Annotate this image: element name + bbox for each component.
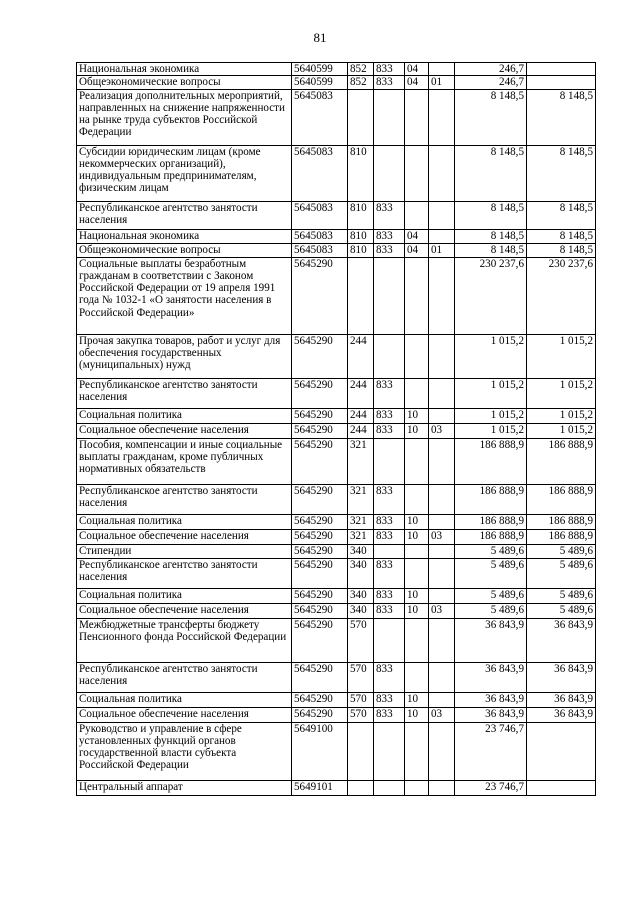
cell-amount: 1 015,2 — [455, 423, 527, 438]
cell-section — [405, 257, 429, 334]
cell-amount: 36 843,9 — [455, 692, 527, 707]
cell-name: Республиканское агентство занятости населения — [77, 558, 292, 588]
cell-subsection — [429, 201, 455, 229]
cell-subsection: 03 — [429, 707, 455, 722]
cell-department — [374, 257, 405, 334]
cell-subsection — [429, 229, 455, 243]
cell-section — [405, 145, 429, 201]
cell-expense-type: 852 — [348, 63, 374, 76]
cell-target-code: 5645290 — [292, 618, 348, 662]
cell-target-code: 5645290 — [292, 544, 348, 558]
cell-section: 10 — [405, 408, 429, 423]
budget-table — [76, 62, 596, 796]
cell-section: 04 — [405, 63, 429, 76]
cell-name: Субсидии юридическим лицам (кроме некоммерческих организаций), индивидуальным предпринимателям, физическим лицам — [77, 145, 292, 201]
cell-name: Стипендии — [77, 544, 292, 558]
cell-target-code: 5645290 — [292, 707, 348, 722]
cell-section — [405, 662, 429, 692]
cell-target-code: 5645290 — [292, 558, 348, 588]
cell-amount: 186 888,9 — [455, 529, 527, 544]
cell-expense-type: 340 — [348, 544, 374, 558]
cell-amount-subvention: 8 148,5 — [527, 145, 596, 201]
cell-name: Социальная политика — [77, 588, 292, 603]
cell-target-code: 5645290 — [292, 334, 348, 378]
cell-amount: 186 888,9 — [455, 514, 527, 529]
cell-section — [405, 334, 429, 378]
cell-expense-type — [348, 257, 374, 334]
table-row — [77, 514, 596, 529]
cell-amount-subvention: 8 148,5 — [527, 201, 596, 229]
cell-name: Социальная политика — [77, 408, 292, 423]
cell-target-code: 5645083 — [292, 89, 348, 145]
cell-subsection — [429, 408, 455, 423]
cell-expense-type: 810 — [348, 145, 374, 201]
cell-section — [405, 558, 429, 588]
cell-department: 833 — [374, 408, 405, 423]
cell-department: 833 — [374, 692, 405, 707]
cell-amount-subvention: 36 843,9 — [527, 707, 596, 722]
cell-target-code: 5645290 — [292, 408, 348, 423]
cell-department: 833 — [374, 201, 405, 229]
cell-amount: 36 843,9 — [455, 707, 527, 722]
cell-department — [374, 438, 405, 484]
cell-target-code: 5645290 — [292, 257, 348, 334]
cell-section: 10 — [405, 514, 429, 529]
cell-department: 833 — [374, 558, 405, 588]
cell-name: Общеэкономические вопросы — [77, 76, 292, 89]
cell-amount: 23 746,7 — [455, 722, 527, 780]
cell-expense-type: 570 — [348, 618, 374, 662]
table-row — [77, 229, 596, 243]
cell-department — [374, 618, 405, 662]
cell-expense-type: 340 — [348, 588, 374, 603]
cell-department: 833 — [374, 484, 405, 514]
cell-target-code: 5645290 — [292, 692, 348, 707]
cell-section — [405, 438, 429, 484]
cell-department: 833 — [374, 378, 405, 408]
table-row — [77, 707, 596, 722]
table-row — [77, 145, 596, 201]
cell-expense-type: 852 — [348, 76, 374, 89]
cell-name: Социальное обеспечение населения — [77, 529, 292, 544]
table-row — [77, 378, 596, 408]
cell-target-code: 5645290 — [292, 514, 348, 529]
cell-section — [405, 201, 429, 229]
cell-amount: 5 489,6 — [455, 588, 527, 603]
cell-amount-subvention: 230 237,6 — [527, 257, 596, 334]
table-row — [77, 558, 596, 588]
cell-subsection: 03 — [429, 423, 455, 438]
table-row — [77, 423, 596, 438]
cell-target-code: 5645290 — [292, 423, 348, 438]
cell-target-code: 5649101 — [292, 780, 348, 795]
cell-subsection — [429, 484, 455, 514]
cell-amount: 1 015,2 — [455, 408, 527, 423]
cell-subsection — [429, 63, 455, 76]
table-row — [77, 588, 596, 603]
table-row — [77, 722, 596, 780]
cell-expense-type: 244 — [348, 378, 374, 408]
cell-expense-type — [348, 89, 374, 145]
cell-amount: 1 015,2 — [455, 378, 527, 408]
cell-name: Социальное обеспечение населения — [77, 603, 292, 618]
cell-name: Республиканское агентство занятости населения — [77, 662, 292, 692]
cell-section: 10 — [405, 707, 429, 722]
cell-department: 833 — [374, 603, 405, 618]
cell-department — [374, 145, 405, 201]
cell-amount-subvention: 36 843,9 — [527, 692, 596, 707]
cell-target-code: 5645290 — [292, 662, 348, 692]
cell-name: Межбюджетные трансферты бюджету Пенсионного фонда Российской Федерации — [77, 618, 292, 662]
cell-amount-subvention: 1 015,2 — [527, 378, 596, 408]
cell-subsection — [429, 145, 455, 201]
cell-amount-subvention: 186 888,9 — [527, 514, 596, 529]
cell-subsection — [429, 722, 455, 780]
cell-amount-subvention: 5 489,6 — [527, 558, 596, 588]
cell-amount: 5 489,6 — [455, 558, 527, 588]
table-row — [77, 89, 596, 145]
cell-amount-subvention — [527, 722, 596, 780]
cell-name: Республиканское агентство занятости населения — [77, 378, 292, 408]
table-row — [77, 780, 596, 795]
table-row — [77, 334, 596, 378]
cell-target-code: 5645083 — [292, 229, 348, 243]
cell-expense-type: 244 — [348, 408, 374, 423]
cell-subsection — [429, 780, 455, 795]
cell-section — [405, 378, 429, 408]
cell-amount: 23 746,7 — [455, 780, 527, 795]
cell-department: 833 — [374, 662, 405, 692]
cell-amount: 186 888,9 — [455, 484, 527, 514]
table-row — [77, 603, 596, 618]
cell-expense-type: 810 — [348, 229, 374, 243]
cell-amount: 8 148,5 — [455, 243, 527, 257]
cell-expense-type: 321 — [348, 529, 374, 544]
cell-section — [405, 484, 429, 514]
table-row — [77, 529, 596, 544]
cell-amount-subvention — [527, 76, 596, 89]
cell-department — [374, 780, 405, 795]
page-number: 81 — [313, 30, 327, 45]
cell-amount: 230 237,6 — [455, 257, 527, 334]
cell-department: 833 — [374, 707, 405, 722]
cell-name: Руководство и управление в сфере установленных функций органов государственной власти субъекта Российской Федерации — [77, 722, 292, 780]
cell-department: 833 — [374, 529, 405, 544]
cell-department — [374, 89, 405, 145]
cell-subsection — [429, 558, 455, 588]
cell-subsection — [429, 89, 455, 145]
cell-target-code: 5645083 — [292, 243, 348, 257]
table-row — [77, 484, 596, 514]
cell-target-code: 5640599 — [292, 63, 348, 76]
cell-name: Республиканское агентство занятости населения — [77, 201, 292, 229]
cell-amount-subvention: 36 843,9 — [527, 618, 596, 662]
cell-department — [374, 722, 405, 780]
cell-expense-type: 321 — [348, 438, 374, 484]
cell-amount: 8 148,5 — [455, 145, 527, 201]
cell-target-code: 5645290 — [292, 484, 348, 514]
cell-subsection — [429, 662, 455, 692]
cell-section: 10 — [405, 588, 429, 603]
cell-section — [405, 722, 429, 780]
table-row — [77, 63, 596, 76]
cell-expense-type: 810 — [348, 201, 374, 229]
cell-amount-subvention: 8 148,5 — [527, 243, 596, 257]
cell-amount-subvention: 36 843,9 — [527, 662, 596, 692]
cell-section — [405, 89, 429, 145]
cell-expense-type: 321 — [348, 484, 374, 514]
cell-target-code: 5645290 — [292, 378, 348, 408]
cell-department: 833 — [374, 423, 405, 438]
cell-subsection — [429, 257, 455, 334]
cell-amount: 8 148,5 — [455, 229, 527, 243]
cell-name: Пособия, компенсации и иные социальные выплаты гражданам, кроме публичных нормативных обязательств — [77, 438, 292, 484]
cell-amount-subvention: 5 489,6 — [527, 544, 596, 558]
cell-subsection — [429, 378, 455, 408]
cell-section — [405, 544, 429, 558]
table-row — [77, 618, 596, 662]
cell-amount-subvention: 8 148,5 — [527, 229, 596, 243]
cell-target-code: 5649100 — [292, 722, 348, 780]
cell-name: Реализация дополнительных мероприятий, направленных на снижение напряженности на рынке труда субъектов Российской Федерации — [77, 89, 292, 145]
cell-amount-subvention: 1 015,2 — [527, 334, 596, 378]
cell-subsection: 03 — [429, 529, 455, 544]
cell-name: Социальные выплаты безработным гражданам в соответствии с Законом Российской Федерации от 19 апреля 1991 года № 1032-1 «О занятости населения в Российской Федерации» — [77, 257, 292, 334]
cell-department: 833 — [374, 76, 405, 89]
table-row — [77, 201, 596, 229]
cell-subsection — [429, 618, 455, 662]
cell-subsection: 01 — [429, 243, 455, 257]
cell-subsection — [429, 334, 455, 378]
cell-department: 833 — [374, 588, 405, 603]
cell-amount-subvention — [527, 780, 596, 795]
cell-subsection: 01 — [429, 76, 455, 89]
cell-expense-type: 570 — [348, 707, 374, 722]
cell-subsection — [429, 544, 455, 558]
cell-section: 10 — [405, 529, 429, 544]
cell-amount: 186 888,9 — [455, 438, 527, 484]
cell-department — [374, 334, 405, 378]
cell-section: 04 — [405, 229, 429, 243]
cell-amount: 246,7 — [455, 63, 527, 76]
cell-amount: 5 489,6 — [455, 603, 527, 618]
cell-target-code: 5645290 — [292, 588, 348, 603]
cell-name: Национальная экономика — [77, 229, 292, 243]
cell-target-code: 5645083 — [292, 145, 348, 201]
cell-amount-subvention: 1 015,2 — [527, 423, 596, 438]
cell-amount: 246,7 — [455, 76, 527, 89]
cell-amount-subvention: 8 148,5 — [527, 89, 596, 145]
cell-amount: 5 489,6 — [455, 544, 527, 558]
cell-expense-type: 340 — [348, 603, 374, 618]
cell-subsection — [429, 514, 455, 529]
cell-amount-subvention: 186 888,9 — [527, 438, 596, 484]
cell-expense-type: 570 — [348, 662, 374, 692]
cell-section — [405, 618, 429, 662]
cell-amount: 8 148,5 — [455, 89, 527, 145]
cell-amount-subvention: 5 489,6 — [527, 603, 596, 618]
cell-amount-subvention: 186 888,9 — [527, 529, 596, 544]
cell-name: Социальное обеспечение населения — [77, 423, 292, 438]
table-row — [77, 243, 596, 257]
cell-expense-type: 244 — [348, 423, 374, 438]
cell-name: Социальная политика — [77, 692, 292, 707]
cell-name: Национальная экономика — [77, 63, 292, 76]
cell-name: Социальное обеспечение населения — [77, 707, 292, 722]
cell-department: 833 — [374, 514, 405, 529]
cell-department: 833 — [374, 229, 405, 243]
cell-expense-type: 810 — [348, 243, 374, 257]
table-row — [77, 544, 596, 558]
cell-section: 10 — [405, 603, 429, 618]
cell-amount: 1 015,2 — [455, 334, 527, 378]
cell-target-code: 5645290 — [292, 438, 348, 484]
cell-name: Прочая закупка товаров, работ и услуг для обеспечения государственных (муниципальных) нужд — [77, 334, 292, 378]
cell-name: Центральный аппарат — [77, 780, 292, 795]
cell-amount-subvention: 5 489,6 — [527, 588, 596, 603]
cell-amount-subvention: 1 015,2 — [527, 408, 596, 423]
cell-expense-type: 340 — [348, 558, 374, 588]
cell-target-code: 5645290 — [292, 529, 348, 544]
cell-section: 10 — [405, 692, 429, 707]
cell-department: 833 — [374, 243, 405, 257]
cell-department — [374, 544, 405, 558]
cell-target-code: 5645290 — [292, 603, 348, 618]
cell-section: 04 — [405, 243, 429, 257]
cell-expense-type: 321 — [348, 514, 374, 529]
table-row — [77, 76, 596, 89]
cell-name: Социальная политика — [77, 514, 292, 529]
table-row — [77, 408, 596, 423]
cell-target-code: 5640599 — [292, 76, 348, 89]
cell-section: 04 — [405, 76, 429, 89]
cell-name: Республиканское агентство занятости населения — [77, 484, 292, 514]
table-row — [77, 662, 596, 692]
table-row — [77, 692, 596, 707]
cell-subsection — [429, 438, 455, 484]
cell-expense-type — [348, 722, 374, 780]
table-row — [77, 438, 596, 484]
cell-subsection: 03 — [429, 603, 455, 618]
cell-name: Общеэкономические вопросы — [77, 243, 292, 257]
cell-amount: 8 148,5 — [455, 201, 527, 229]
cell-subsection — [429, 588, 455, 603]
cell-target-code: 5645083 — [292, 201, 348, 229]
cell-amount: 36 843,9 — [455, 662, 527, 692]
cell-section — [405, 780, 429, 795]
cell-amount-subvention — [527, 63, 596, 76]
cell-subsection — [429, 692, 455, 707]
cell-expense-type — [348, 780, 374, 795]
cell-department: 833 — [374, 63, 405, 76]
cell-amount: 36 843,9 — [455, 618, 527, 662]
cell-expense-type: 570 — [348, 692, 374, 707]
cell-amount-subvention: 186 888,9 — [527, 484, 596, 514]
cell-section: 10 — [405, 423, 429, 438]
table-row — [77, 257, 596, 334]
cell-expense-type: 244 — [348, 334, 374, 378]
